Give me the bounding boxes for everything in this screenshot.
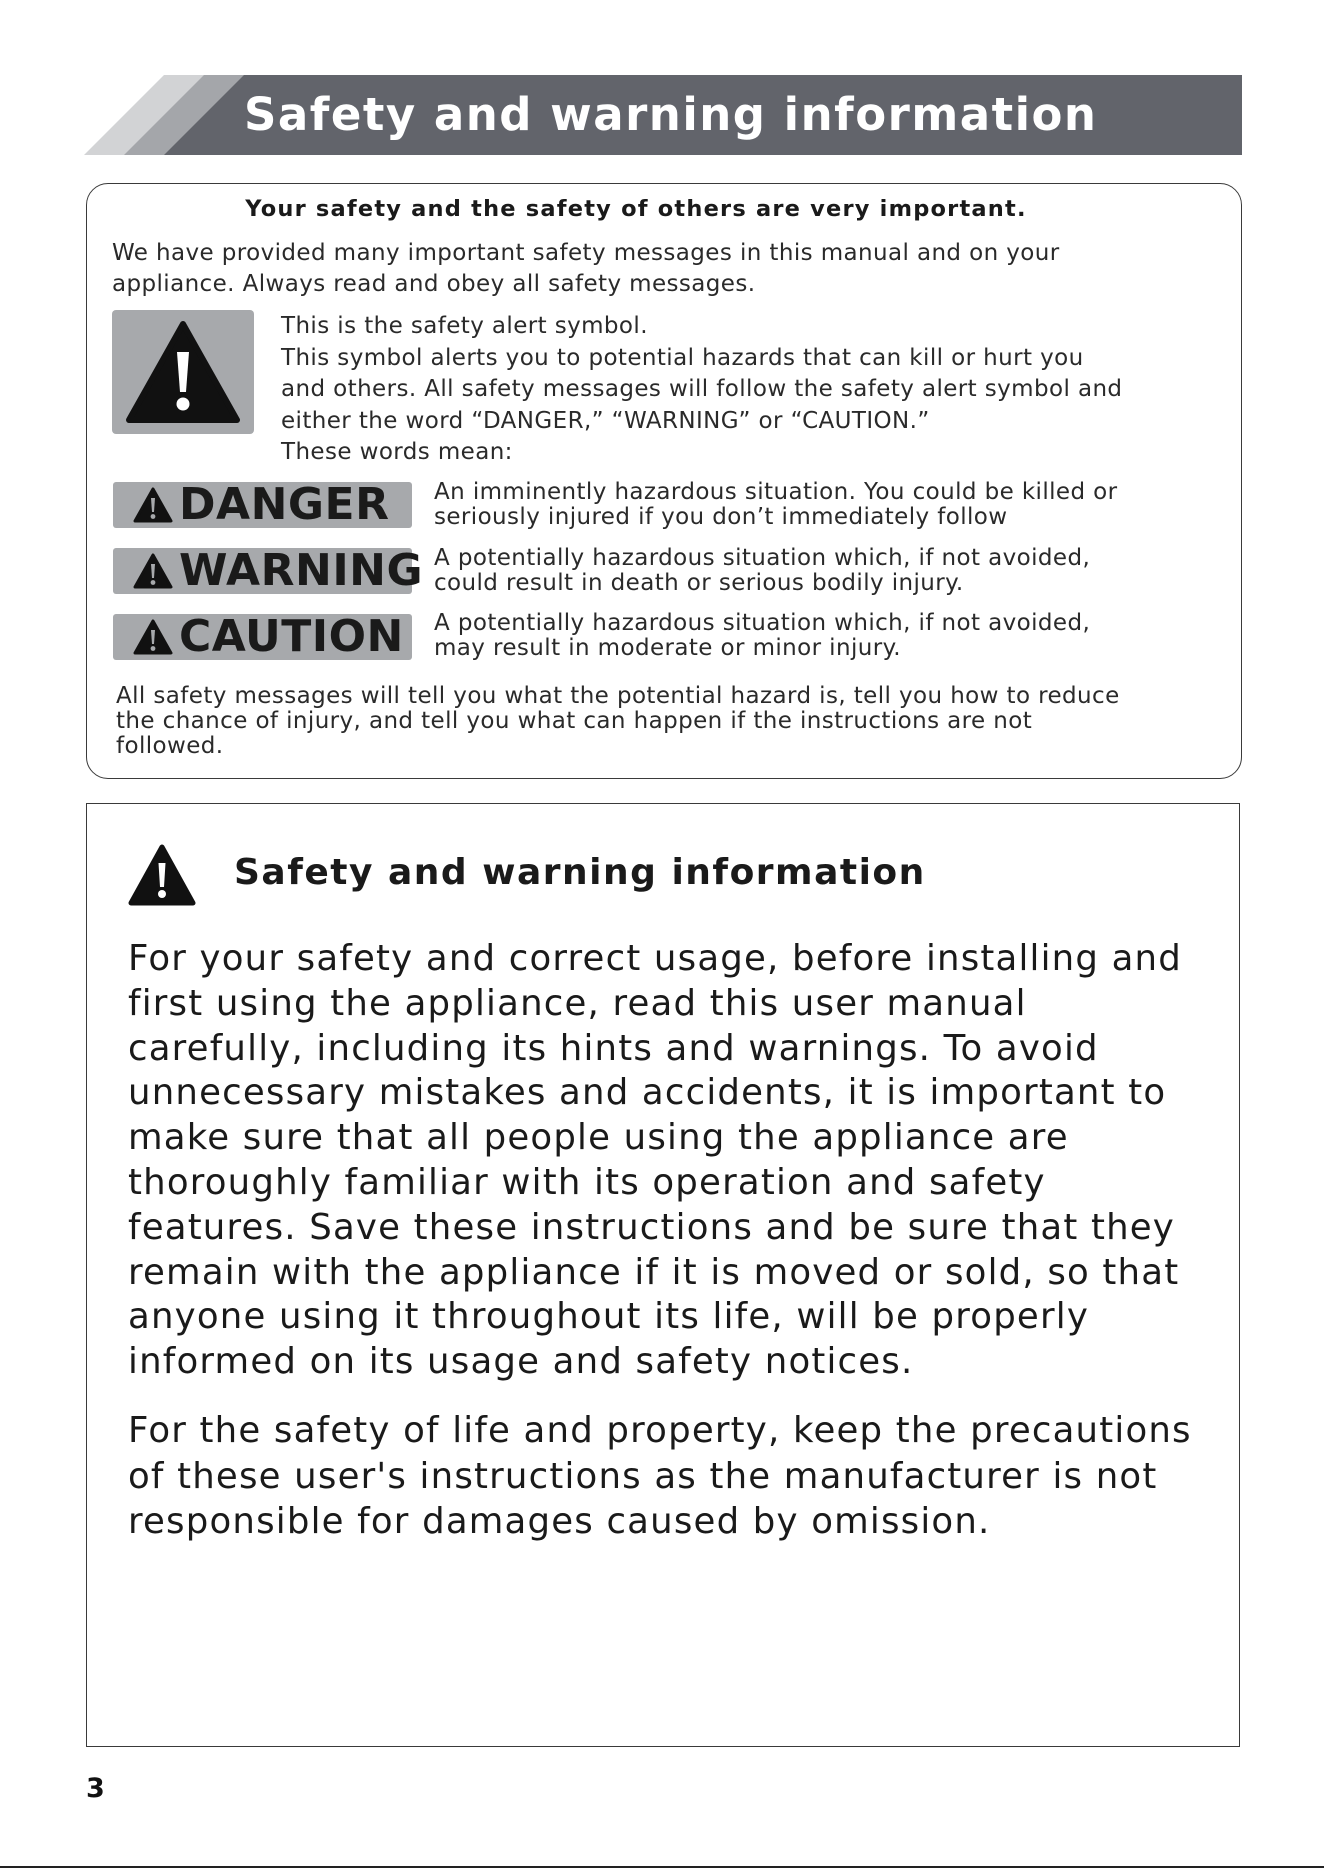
caution-description — [434, 611, 1090, 661]
warning-triangle-icon — [133, 487, 173, 523]
symbol-line: This symbol alerts you to potential hazards that can kill or hurt you — [281, 344, 1084, 371]
paragraph-line: make sure that all people using the appliance are — [128, 1117, 1069, 1159]
paragraph-line: thoroughly familiar with its operation and safety — [128, 1161, 1046, 1203]
safety-alert-explanation — [281, 311, 1122, 469]
paragraph-line: unnecessary mistakes and accidents, it is important to — [128, 1072, 1167, 1114]
safety-paragraph-2 — [128, 1408, 1192, 1545]
paragraph-line: For your safety and correct usage, before installing and — [128, 938, 1182, 979]
danger-line: seriously injured if you don’t immediately follow — [434, 504, 1008, 530]
intro-line: appliance. Always read and obey all safety messages. — [112, 271, 756, 297]
safety-paragraph-1 — [128, 937, 1182, 1385]
paragraph-line: anyone using it throughout its life, will be properly — [128, 1296, 1090, 1338]
warning-triangle-icon — [126, 320, 240, 424]
caution-word: CAUTION — [179, 611, 404, 662]
intro-line: We have provided many important safety messages in this manual and on your — [112, 240, 1060, 266]
danger-signal-label — [113, 479, 412, 530]
header-banner — [84, 75, 1242, 155]
paragraph-line: first using the appliance, read this user manual — [128, 982, 1027, 1024]
warning-word: WARNING — [179, 545, 424, 596]
paragraph-line: For the safety of life and property, keep the precautions — [128, 1410, 1192, 1451]
caution-line: may result in moderate or minor injury. — [434, 635, 902, 661]
paragraph-line: features. Save these instructions and be sure that they — [128, 1206, 1176, 1248]
section-title: Safety and warning information — [234, 852, 926, 893]
intro-text — [112, 238, 1060, 300]
symbol-line: and others. All safety messages will follow the safety alert symbol and — [281, 376, 1123, 402]
page-title: Safety and warning information — [244, 88, 1098, 141]
summary-line: followed. — [116, 733, 224, 759]
safety-importance-heading: Your safety and the safety of others are very important. — [245, 196, 1027, 222]
warning-description — [434, 546, 1090, 596]
warning-triangle-icon — [133, 619, 173, 655]
safety-messages-summary — [116, 684, 1120, 759]
safety-alert-symbol-tile — [112, 310, 254, 434]
symbol-line: These words mean: — [281, 439, 513, 465]
paragraph-line: carefully, including its hints and warnings. To avoid — [128, 1027, 1099, 1069]
danger-description — [434, 480, 1118, 530]
paragraph-line: of these user's instructions as the manufacturer is not — [128, 1455, 1158, 1497]
warning-signal-label — [113, 545, 424, 596]
warning-line: A potentially hazardous situation which, if not avoided, — [434, 545, 1091, 571]
paragraph-line: informed on its usage and safety notices. — [128, 1341, 914, 1383]
paragraph-line: remain with the appliance if it is moved or sold, so that — [128, 1251, 1180, 1293]
bottom-rule — [0, 1866, 1324, 1868]
danger-line: An imminently hazardous situation. You could be killed or — [434, 479, 1118, 505]
paragraph-line: responsible for damages caused by omission. — [128, 1501, 991, 1542]
danger-word: DANGER — [179, 479, 390, 530]
warning-line: could result in death or serious bodily injury. — [434, 570, 964, 596]
warning-triangle-icon — [127, 843, 197, 907]
symbol-line: either the word “DANGER,” “WARNING” or “CAUTION.” — [281, 407, 930, 434]
page-number: 3 — [86, 1773, 105, 1804]
warning-triangle-icon — [133, 553, 173, 589]
caution-line: A potentially hazardous situation which, if not avoided, — [434, 610, 1091, 636]
caution-signal-label — [113, 611, 412, 662]
symbol-line: This is the safety alert symbol. — [281, 313, 648, 339]
summary-line: the chance of injury, and tell you what can happen if the instructions are not — [116, 708, 1033, 734]
summary-line: All safety messages will tell you what the potential hazard is, tell you how to reduce — [116, 683, 1120, 709]
